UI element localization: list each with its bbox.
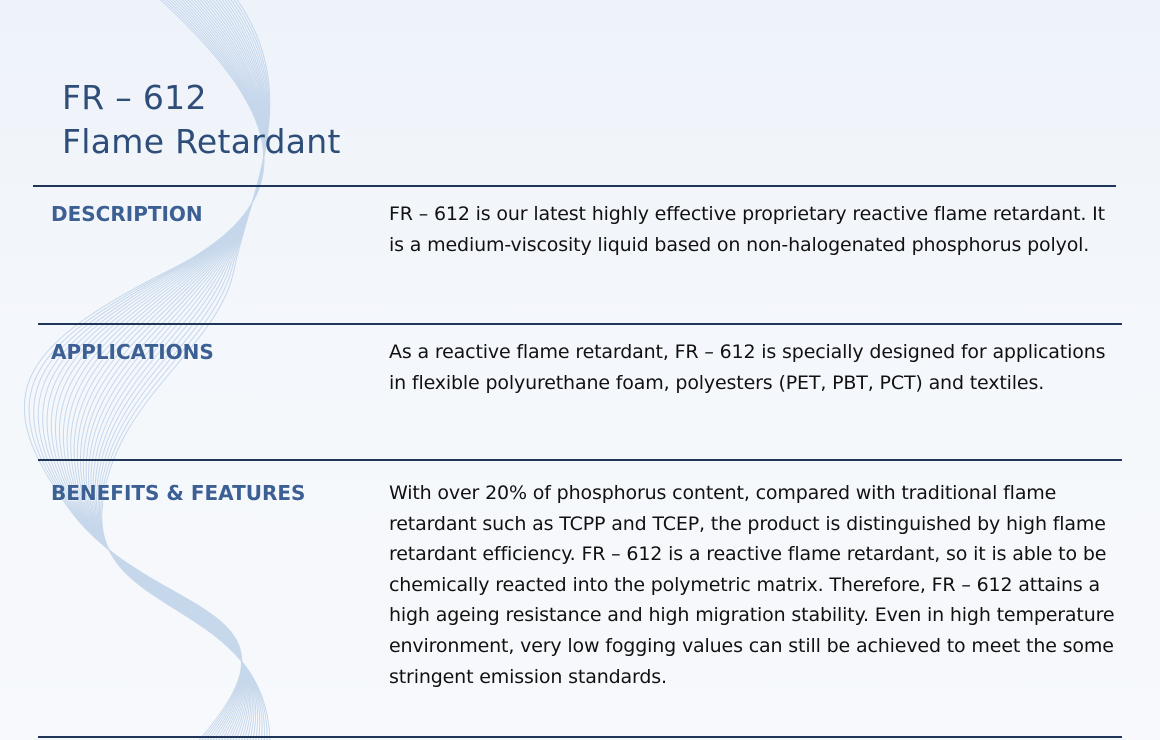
product-code-title: FR – 612 [62,78,207,117]
divider-top [33,185,1116,187]
section-text-applications: As a reactive flame retardant, FR – 612 is specially designed for applications in flexible polyurethane foam, polyesters (PET, PBT, PCT) and textiles. [389,341,1106,394]
divider-bottom [38,736,1122,738]
divider-applications [38,459,1122,461]
divider-description [38,323,1122,325]
section-text-description: FR – 612 is our latest highly effective proprietary reactive flame retardant. It is a medium-viscosity liquid based on non-halogenated phosphorus polyol. [389,203,1105,256]
page-title [62,76,341,164]
section-text-benefits: With over 20% of phosphorus content, compared with traditional flame retardant such as TCPP and TCEP, the product is distinguished by high flame retardant efficiency. FR – 612 is a reactive flame retardant, so it is able to be chemically reacted into the polymetric matrix. Therefore, FR – 612 attains a high ageing resistance and high migration stability. Even in high temperature environment, very low fogging values can still be achieved to meet the some stringent emission standards. [389,482,1115,688]
section-label-description: DESCRIPTION [51,202,203,226]
product-name-title: Flame Retardant [62,122,341,161]
section-label-benefits: BENEFITS & FEATURES [51,481,306,505]
section-label-applications: APPLICATIONS [51,340,214,364]
